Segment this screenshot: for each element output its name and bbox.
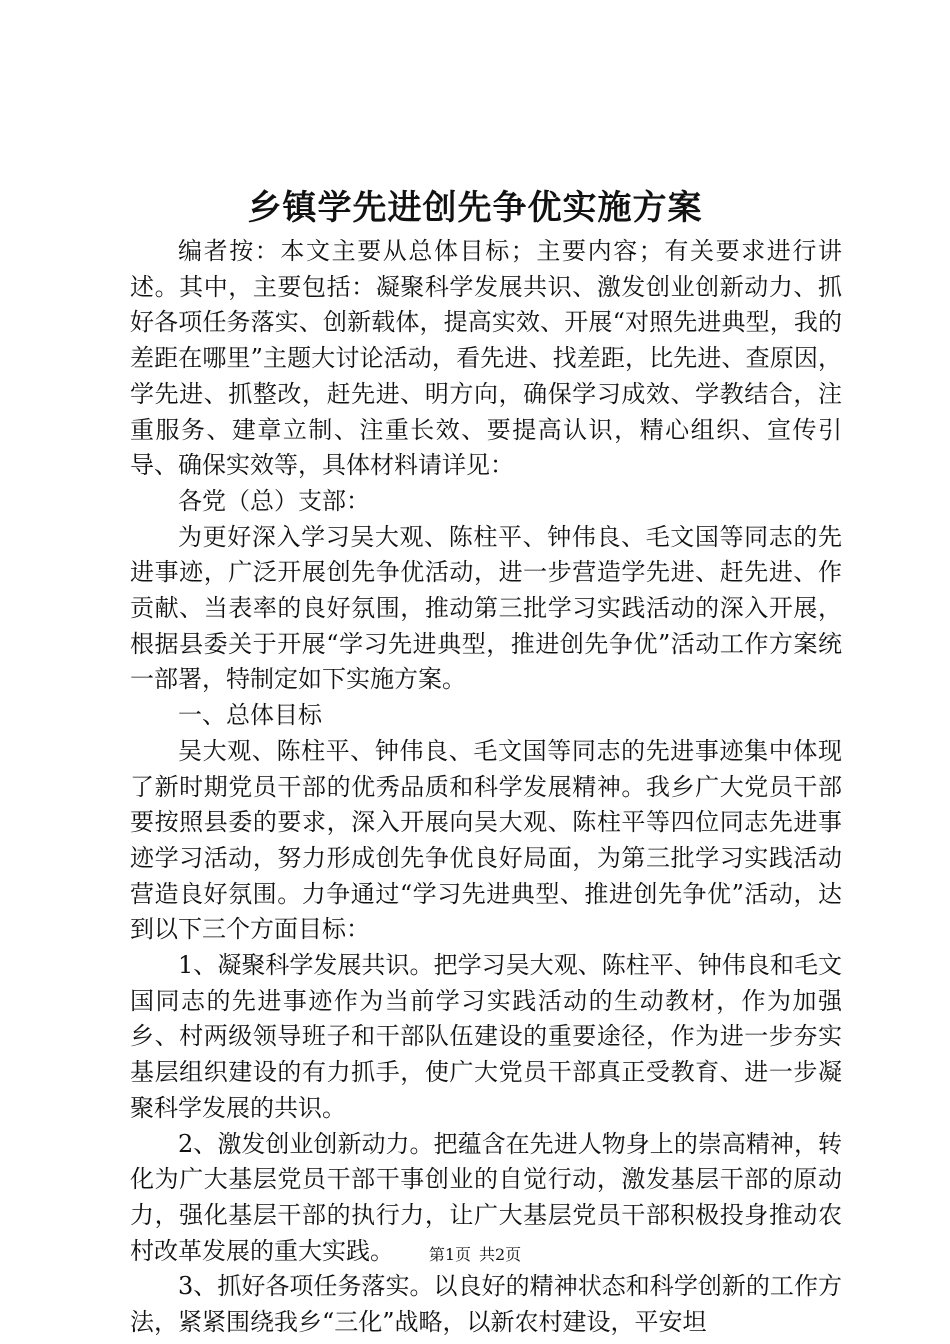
goal-paragraph: 吴大观、陈柱平、钟伟良、毛文国等同志的先进事迹集中体现了新时期党员干部的优秀品质和科学发展精神。我乡广大党员干部要按照县委的要求，深入开展向吴大观、陈柱平等四位同志先进事迹学习活动，努力形成创先争优良好局面，为第三批学习实践活动营造良好氛围。力争通过“学习先进典型、推进创先争优”活动，达到以下三个方面目标： — [130, 736, 842, 944]
goal-item-2: 2、激发创业创新动力。把蕴含在先进人物身上的崇高精神，转化为广大基层党员干部干事创业的自觉行动，激发基层干部的原动力，强化基层干部的执行力，让广大基层党员干部积极投身推动农村改革发展的重大实践。 — [130, 1129, 842, 1265]
page-footer — [0, 1245, 950, 1265]
document-body — [130, 234, 842, 1341]
intro-paragraph: 为更好深入学习吴大观、陈柱平、钟伟良、毛文国等同志的先进事迹，广泛开展创先争优活动，进一步营造学先进、赶先进、作贡献、当表率的良好氛围，推动第三批学习实践活动的深入开展，根据县委关于开展“学习先进典型，推进创先争优”活动工作方案统一部署，特制定如下实施方案。 — [130, 522, 842, 694]
page-total: 共2页 — [479, 1245, 522, 1264]
page-number: 第1页 — [428, 1245, 471, 1264]
section-heading: 一、总体目标 — [178, 701, 322, 730]
goal-item-3: 3、抓好各项任务落实。以良好的精神状态和科学创新的工作方法，紧紧围绕我乡“三化”战略，以新农村建设，平安坦 — [130, 1272, 842, 1337]
salutation-paragraph: 各党（总）支部： — [178, 486, 370, 515]
editor-note-paragraph: 编者按：本文主要从总体目标；主要内容；有关要求进行讲述。其中，主要包括：凝聚科学发展共识、激发创业创新动力、抓好各项任务落实、创新载体，提高实效、开展“对照先进典型，我的差距在哪里”主题大讨论活动，看先进、找差距，比先进、查原因，学先进、抓整改，赶先进、明方向，确保学习成效、学教结合，注重服务、建章立制、注重长效、要提高认识，精心组织、宣传引导、确保实效等，具体材料请详见： — [130, 237, 842, 480]
document-title: 乡镇学先进创先争优实施方案 — [247, 188, 703, 228]
goal-item-1: 1、凝聚科学发展共识。把学习吴大观、陈柱平、钟伟良和毛文国同志的先进事迹作为当前学习实践活动的生动教材，作为加强乡、村两级领导班子和干部队伍建设的重要途径，作为进一步夯实基层组织建设的有力抓手，使广大党员干部真正受教育、进一步凝聚科学发展的共识。 — [130, 951, 842, 1122]
